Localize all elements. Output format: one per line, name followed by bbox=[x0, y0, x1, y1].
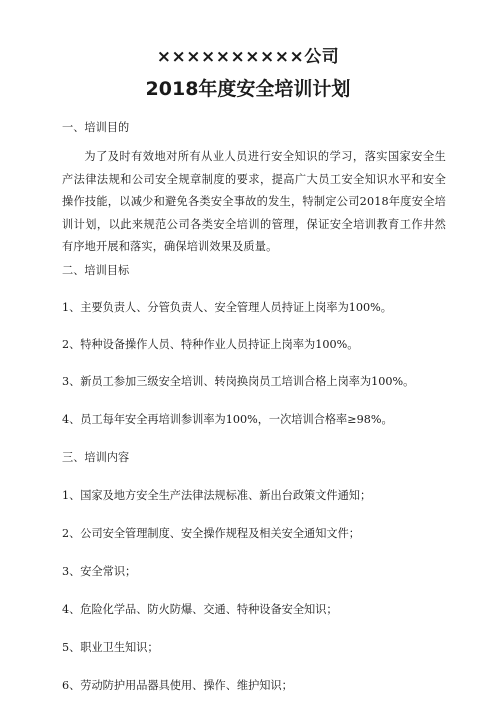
document-title: 2018年度安全培训计划 bbox=[145, 78, 351, 100]
company-name: ××××××××××公司 bbox=[156, 47, 340, 67]
goal-item-1: 1、主要负责人、分管负责人、安全管理人员持证上岗率为100%。 bbox=[62, 301, 392, 314]
content-item-1: 1、国家及地方安全生产法律法规标准、新出台政策文件通知； bbox=[62, 489, 372, 502]
content-item-4: 4、危险化学品、防火防爆、交通、特种设备安全知识； bbox=[62, 603, 338, 616]
section-heading-content: 三、培训内容 bbox=[62, 451, 130, 464]
goal-item-4: 4、员工每年安全再培训参训率为100%，一次培训合格率≥98%。 bbox=[62, 413, 393, 426]
content-item-2: 2、公司安全管理制度、安全操作规程及相关安全通知文件； bbox=[62, 527, 360, 540]
goal-item-2: 2、特种设备操作人员、特种作业人员持证上岗率为100%。 bbox=[62, 338, 359, 351]
content-item-3: 3、安全常识； bbox=[62, 565, 137, 578]
goal-item-3: 3、新员工参加三级安全培训、转岗换岗员工培训合格上岗率为100%。 bbox=[62, 375, 415, 388]
purpose-paragraph: 为了及时有效地对所有从业人员进行安全知识的学习，落实国家安全生产法律法规和公司安全规章制度的要求，提高广大员工安全知识水平和安全操作技能，以减少和避免各类安全事故的发生，特制定公司2018年度安全培训计划，以此来规范公司各类安全培训的管理，保证安全培训教育工作井然有序地开展和落实，确保培训效果及质量。 bbox=[62, 150, 446, 254]
content-item-5: 5、职业卫生知识； bbox=[62, 641, 159, 654]
content-item-6: 6、劳动防护用品器具使用、操作、维护知识； bbox=[62, 679, 293, 692]
section-heading-goals: 二、培训目标 bbox=[62, 264, 130, 277]
section-heading-purpose: 一、培训目的 bbox=[62, 121, 130, 134]
